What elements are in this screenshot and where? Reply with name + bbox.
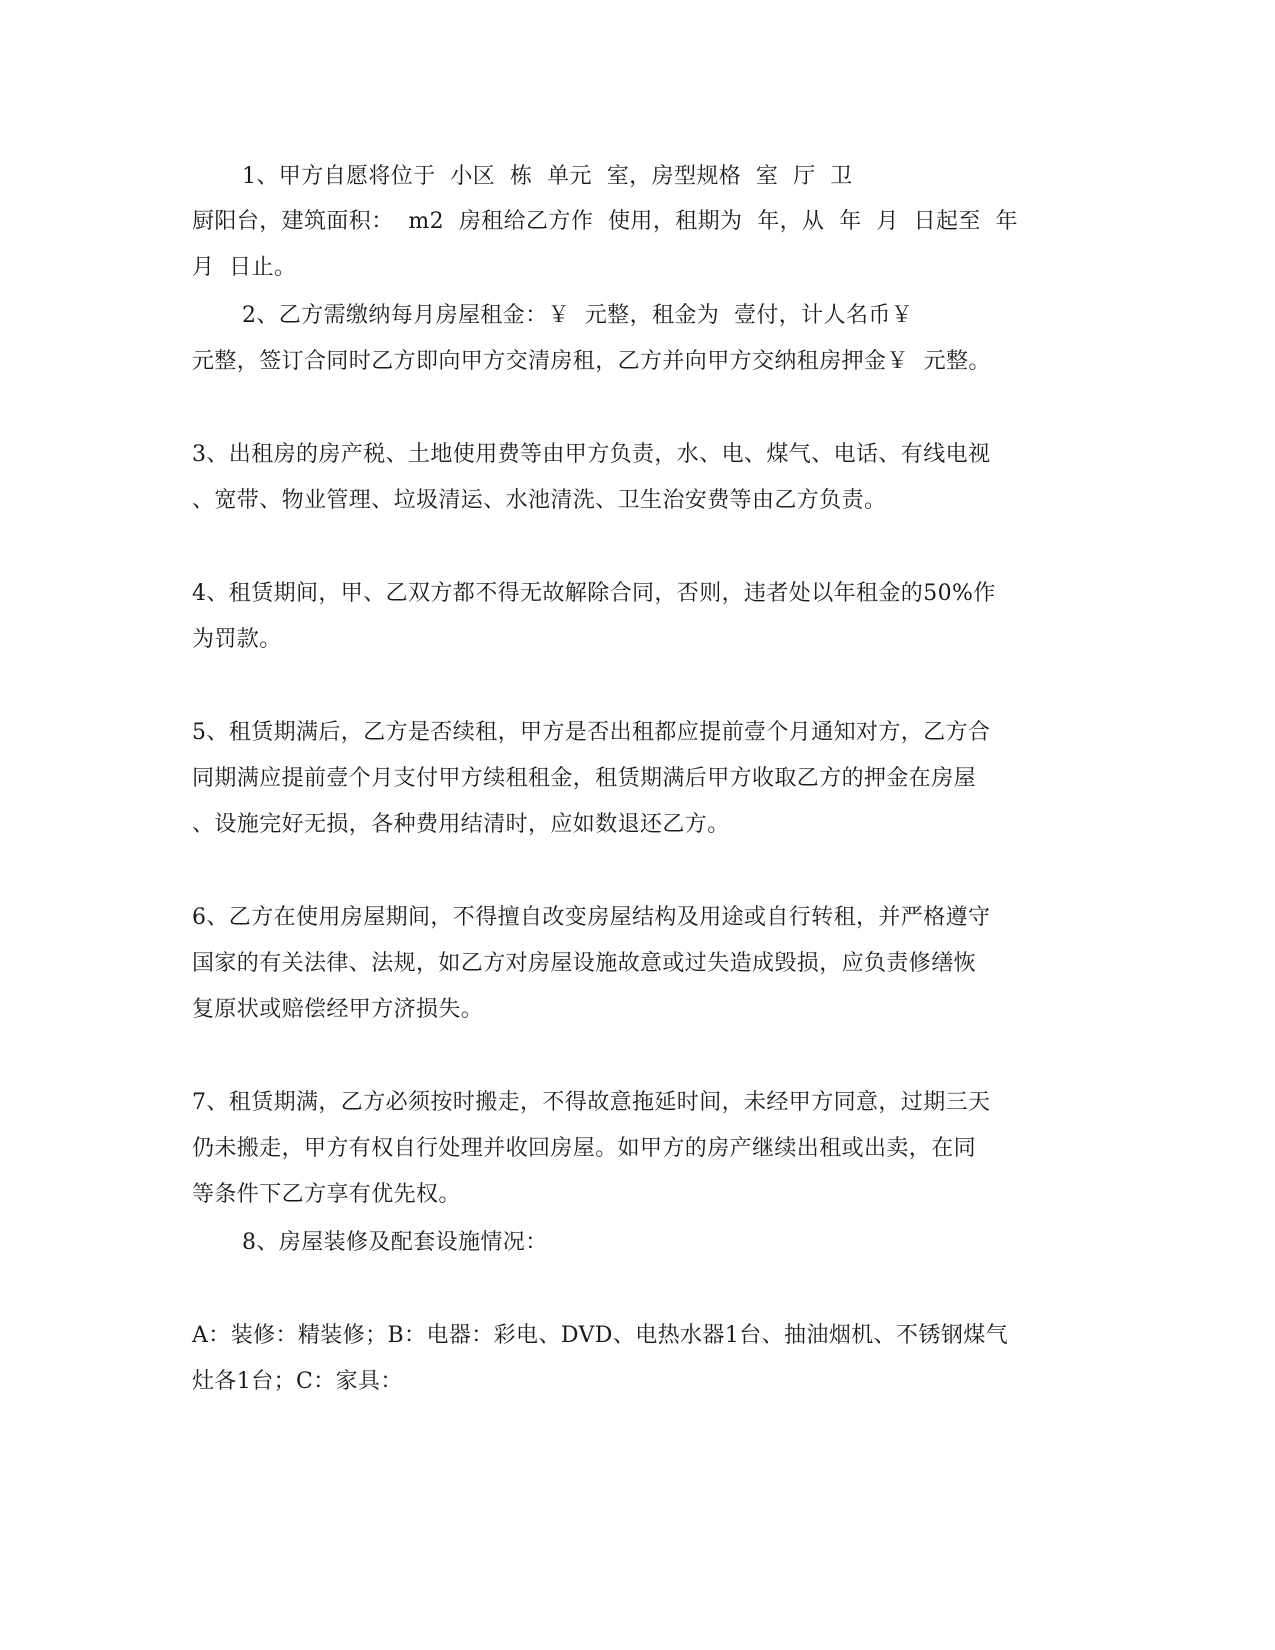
clause-6-line-1: 6、乙方在使用房屋期间，不得擅自改变房屋结构及用途或自行转租，并严格遵守 <box>192 905 991 930</box>
clause-6-line-3: 复原状或赔偿经甲方济损失。 <box>192 997 484 1022</box>
clause-5-line-3: 、设施完好无损，各种费用结清时，应如数退还乙方。 <box>192 812 730 837</box>
clause-5-line-2: 同期满应提前壹个月支付甲方续租租金，租赁期满后甲方收取乙方的押金在房屋 <box>192 766 977 791</box>
clause-3-line-2: 、宽带、物业管理、垃圾清运、水池清洗、卫生治安费等由乙方负责。 <box>192 488 887 513</box>
clause-7-line-1: 7、租赁期满，乙方必须按时搬走，不得故意拖延时间，未经甲方同意，过期三天 <box>192 1090 991 1115</box>
clause-8-line-1: 8、房屋装修及配套设施情况： <box>242 1230 548 1255</box>
clause-4-line-2: 为罚款。 <box>192 627 282 652</box>
clause-1-line-1: 1、甲方自愿将位于 小区 栋 单元 室，房型规格 室 厅 卫 <box>242 164 853 189</box>
clause-8-detail-line-2: 灶各1台；C：家具： <box>192 1369 403 1394</box>
clause-5-line-1: 5、租赁期满后，乙方是否续租，甲方是否出租都应提前壹个月通知对方，乙方合 <box>192 720 991 745</box>
clause-2-line-2: 元整，签订合同时乙方即向甲方交清房租，乙方并向甲方交纳租房押金￥ 元整。 <box>192 349 991 374</box>
clause-7-line-3: 等条件下乙方享有优先权。 <box>192 1182 461 1207</box>
clause-7-line-2: 仍未搬走，甲方有权自行处理并收回房屋。如甲方的房产继续出租或出卖，在同 <box>192 1136 977 1161</box>
clause-3-line-1: 3、出租房的房产税、土地使用费等由甲方负责，水、电、煤气、电话、有线电视 <box>192 442 991 467</box>
clause-1-line-3: 月 日止。 <box>192 255 297 280</box>
clause-1-line-2: 厨阳台，建筑面积： m2 房租给乙方作 使用，租期为 年，从 年 月 日起至 年 <box>192 209 1018 234</box>
clause-2-line-1: 2、乙方需缴纳每月房屋租金：￥ 元整，租金为 壹付，计人名币￥ <box>242 303 914 328</box>
clause-4-line-1: 4、租赁期间，甲、乙双方都不得无故解除合同，否则，违者处以年租金的50%作 <box>192 581 996 606</box>
clause-8-detail-line-1: A：装修：精装修；B：电器：彩电、DVD、电热水器1台、抽油烟机、不锈钢煤气 <box>192 1323 1009 1348</box>
clause-6-line-2: 国家的有关法律、法规，如乙方对房屋设施故意或过失造成毁损，应负责修缮恢 <box>192 951 977 976</box>
